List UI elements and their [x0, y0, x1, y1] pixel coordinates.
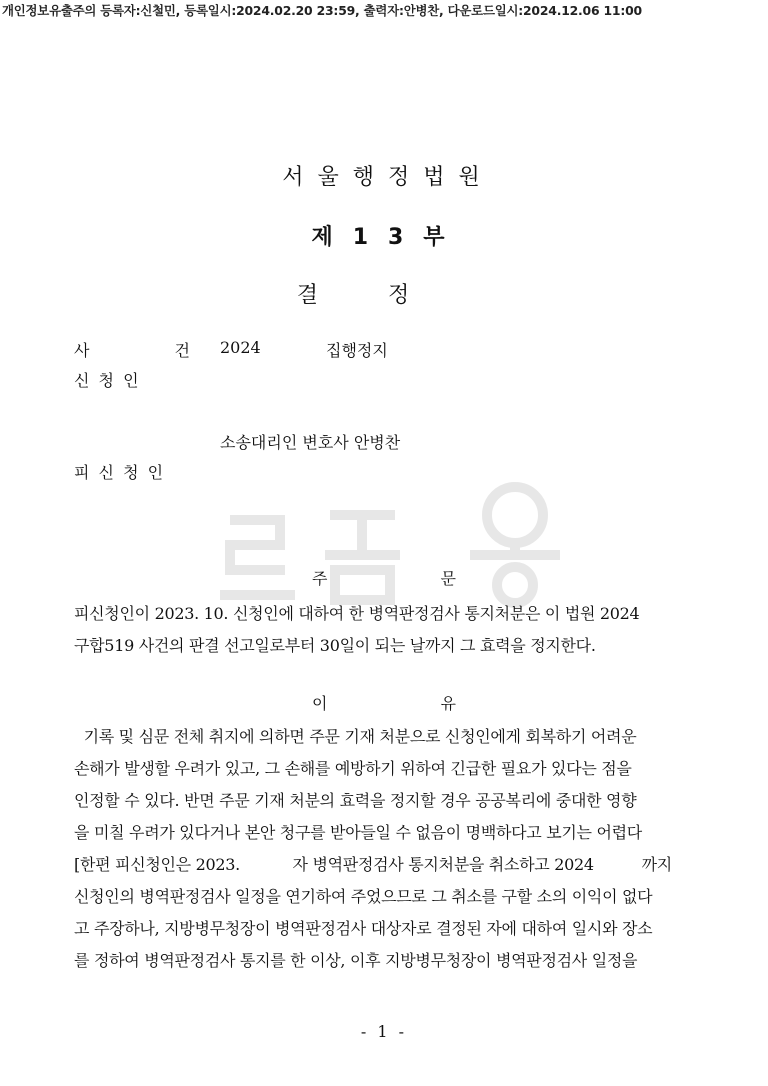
reasons-line: 고 주장하나, 지방병무청장이 병역판정검사 대상자로 결정된 자에 대하여 일시와 장소: [74, 919, 653, 938]
order-line: 피신청인이 2023. 10. 신청인에 대하여 한 병역판정검사 통지처분은 이 법원 2024: [74, 604, 640, 623]
page-number: - 1 -: [360, 1022, 408, 1041]
document-type: 결정: [296, 283, 480, 308]
case-name: 집행정지: [326, 341, 388, 360]
reasons-line: 를 정하여 병역판정검사 통지를 한 이상, 이후 지방병무청장이 병역판정검사 일정을: [74, 951, 638, 970]
court-name: 서울행정법원: [282, 165, 494, 190]
reasons-line: 을 미칠 우려가 있다거나 본안 청구를 받아들일 수 없음이 명백하다고 보기는 어렵다: [74, 823, 642, 842]
reasons-line: 기록 및 심문 전체 취지에 의하면 주문 기재 처분으로 신청인에게 회복하기 어려운: [74, 727, 637, 746]
court-watermark-icon: [200, 470, 580, 610]
download-info-header: 개인정보유출주의 등록자:신철민, 등록일시:2024.02.20 23:59, 출력자:안병찬, 다운로드일시:2024.12.06 11:00: [2, 3, 642, 18]
reasons-line: 인정할 수 있다. 반면 주문 기재 처분의 효력을 정지할 경우 공공복리에 중대한 영향: [74, 791, 637, 810]
order-title: 주 문: [312, 569, 510, 588]
applicant-label: 신 청 인: [74, 371, 141, 390]
reasons-line: [한편 피신청인은 2023. 자 병역판정검사 통지처분을 취소하고 2024 까지: [74, 855, 672, 874]
order-line: 구합519 사건의 판결 선고일로부터 30일이 되는 날까지 그 효력을 정지한다.: [74, 636, 596, 655]
reasons-title: 이 유: [312, 694, 510, 713]
case-label: 사 건: [74, 341, 230, 360]
attorney: 소송대리인 변호사 안병찬: [220, 433, 401, 452]
reasons-line: 손해가 발생할 우려가 있고, 그 손해를 예방하기 위하여 긴급한 필요가 있다는 점을: [74, 759, 632, 778]
case-year: 2024: [220, 338, 261, 357]
reasons-line: 신청인의 병역판정검사 일정을 연기하여 주었으므로 그 취소를 구할 소의 이익이 없다: [74, 887, 653, 906]
division-name: 제13부: [311, 225, 465, 250]
respondent-label: 피 신 청 인: [74, 463, 166, 482]
